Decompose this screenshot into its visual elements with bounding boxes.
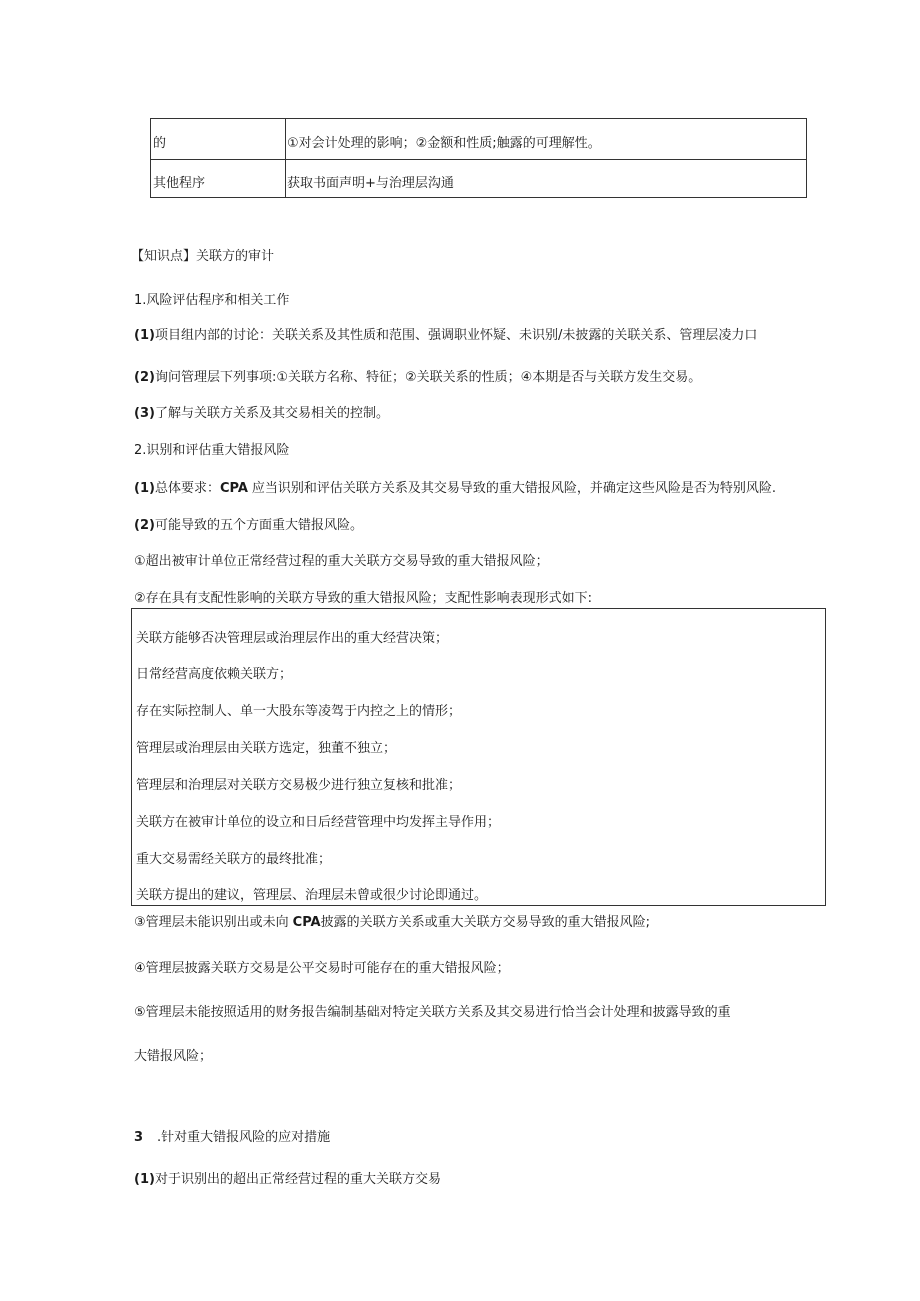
table-cell-label: 的 [153,136,167,151]
list-item: 重大交易需经关联方的最终批准； [136,852,332,867]
risk-item-4: ④管理层披露关联方交易是公平交易时可能存在的重大错报风险； [134,961,510,976]
paragraph-2-1 [134,477,776,496]
section-number: 3 [134,1130,144,1145]
list-item: 管理层或治理层由关联方选定，独董不独立； [136,741,397,756]
heading-text: .针对重大错报风险的应对措施 [157,1130,331,1145]
table-row [151,159,806,199]
risk-item-3 [134,911,650,930]
item-text: 询问管理层下列事项:①关联方名称、特征；②关联关系的性质；④本期是否与关联方发生交易。 [154,370,702,385]
paragraph-1-2 [134,366,701,385]
item-number: (3) [134,406,155,421]
dominance-box [131,608,826,906]
list-item: 管理层和治理层对关联方交易极少进行独立复核和批准； [136,778,462,793]
item-text: 了解与关联方关系及其交易相关的控制。 [154,406,389,421]
item-text: ③管理层未能识别出或未向 [134,915,289,930]
item-text: 应当识别和评估关联方关系及其交易导致的重大错报风险，并确定这些风险是否为特别风险. [251,481,777,496]
section-title: 【知识点】关联方的审计 [131,249,275,264]
item-number: (2) [134,518,155,533]
heading-2: 2.识别和评估重大错报风险 [134,443,290,458]
list-item: 存在实际控制人、单一大股东等凌驾于内控之上的情形； [136,704,462,719]
risk-item-2: ②存在具有支配性影响的关联方导致的重大错报风险；支配性影响表现形式如下: [134,591,593,606]
item-text: 对于识别出的超出正常经营过程的重大关联方交易 [154,1172,441,1187]
heading-3 [134,1126,330,1145]
list-item: 关联方提出的建议，管理层、治理层未曾或很少讨论即通过。 [136,888,488,903]
risk-item-1: ①超出被审计单位正常经营过程的重大关联方交易导致的重大错报风险； [134,554,549,569]
table-cell-content: 获取书面声明+与治理层沟通 [287,176,454,191]
item-text: 项目组内部的讨论：关联关系及其性质和范围、强调职业怀疑、未识别/未披露的关联关系、管理层凌力口 [154,328,758,343]
item-text: 可能导致的五个方面重大错报风险。 [154,518,363,533]
risk-item-5: ⑤管理层未能按照适用的财务报告编制基础对特定关联方关系及其交易进行恰当会计处理和披露导致的重 [134,1005,731,1020]
list-item: 关联方能够否决管理层或治理层作出的重大经营决策； [136,631,449,646]
list-item: 关联方在被审计单位的设立和日后经营管理中均发挥主导作用； [136,815,501,830]
item-number: (1) [134,328,155,343]
paragraph-1-3 [134,402,389,421]
item-text: 总体要求： [154,481,220,496]
item-number: (2) [134,370,155,385]
item-number: (1) [134,1172,155,1187]
paragraph-3-1 [134,1168,441,1187]
table-row [151,119,806,160]
list-item: 日常经营高度依赖关联方； [136,667,293,682]
item-text: 披露的关联方关系或重大关联方交易导致的重大错报风险; [320,915,650,930]
paragraph-2-2 [134,514,363,533]
risk-item-5-cont: 大错报风险； [134,1049,213,1064]
cpa-abbr: CPA [292,915,321,930]
cpa-abbr: CPA [219,481,248,496]
item-number: (1) [134,481,155,496]
table-cell-content: ①对会计处理的影响；②金额和性质;触露的可理解性。 [287,136,601,151]
top-table [150,118,807,198]
heading-1: 1.风险评估程序和相关工作 [134,293,290,308]
table-cell-label: 其他程序 [153,176,206,191]
paragraph-1-1 [134,324,757,343]
